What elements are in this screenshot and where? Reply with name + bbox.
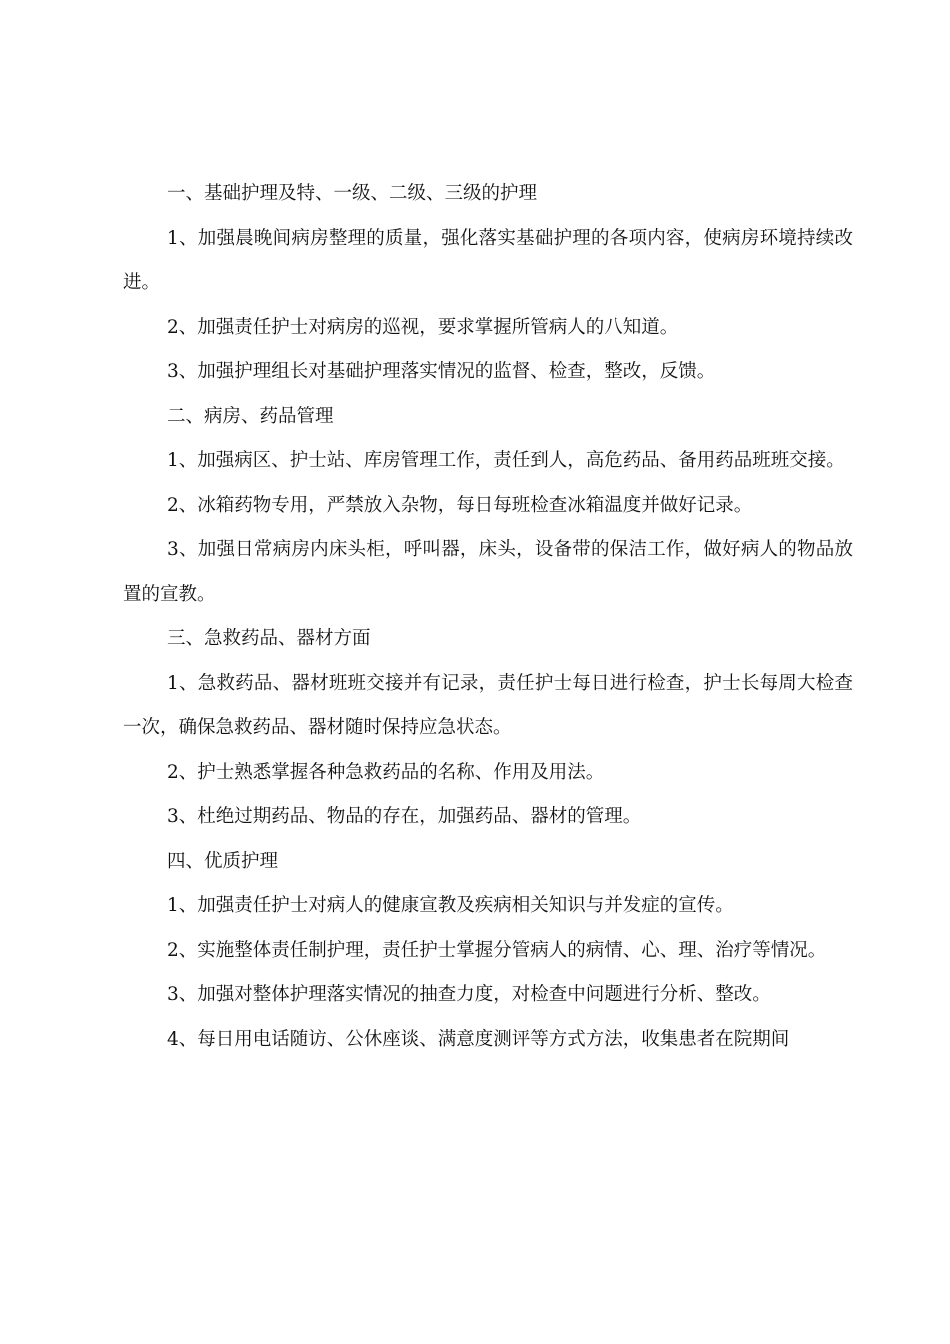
- paragraph: 4、每日用电话随访、公休座谈、满意度测评等方式方法，收集患者在院期间: [167, 1028, 790, 1050]
- paragraph: 3、杜绝过期药品、物品的存在，加强药品、器材的管理。: [167, 806, 642, 827]
- paragraph: 1、加强病区、护士站、库房管理工作，责任到人，高危药品、备用药品班班交接。: [167, 450, 845, 471]
- paragraph: 1、急救药品、器材班班交接并有记录，责任护士每日进行检查，护士长每周大检查一次，确保急救药品、器材随时保持应急状态。: [123, 672, 853, 738]
- paragraph: 1、加强责任护士对病人的健康宣教及疾病相关知识与并发症的宣传。: [167, 895, 734, 916]
- document-body: [123, 172, 853, 1062]
- paragraph: 2、实施整体责任制护理，责任护士掌握分管病人的病情、心、理、治疗等情况。: [167, 939, 827, 961]
- section-heading: 二、病房、药品管理: [167, 405, 334, 427]
- section-heading: 一、基础护理及特、一级、二级、三级的护理: [167, 183, 538, 204]
- section-heading: 四、优质护理: [167, 850, 279, 872]
- paragraph: 2、护士熟悉掌握各种急救药品的名称、作用及用法。: [167, 761, 605, 783]
- section-heading: 三、急救药品、器材方面: [167, 628, 371, 649]
- paragraph: 2、加强责任护士对病房的巡视，要求掌握所管病人的八知道。: [167, 316, 679, 338]
- paragraph: 3、加强对整体护理落实情况的抽查力度，对检查中问题进行分析、整改。: [167, 984, 771, 1005]
- paragraph: 1、加强晨晚间病房整理的质量，强化落实基础护理的各项内容，使病房环境持续改进。: [123, 227, 853, 293]
- paragraph: 3、加强日常病房内床头柜，呼叫器，床头，设备带的保洁工作，做好病人的物品放置的宣教。: [123, 539, 853, 605]
- paragraph: 2、冰箱药物专用，严禁放入杂物，每日每班检查冰箱温度并做好记录。: [167, 494, 753, 516]
- paragraph: 3、加强护理组长对基础护理落实情况的监督、检查，整改，反馈。: [167, 361, 716, 382]
